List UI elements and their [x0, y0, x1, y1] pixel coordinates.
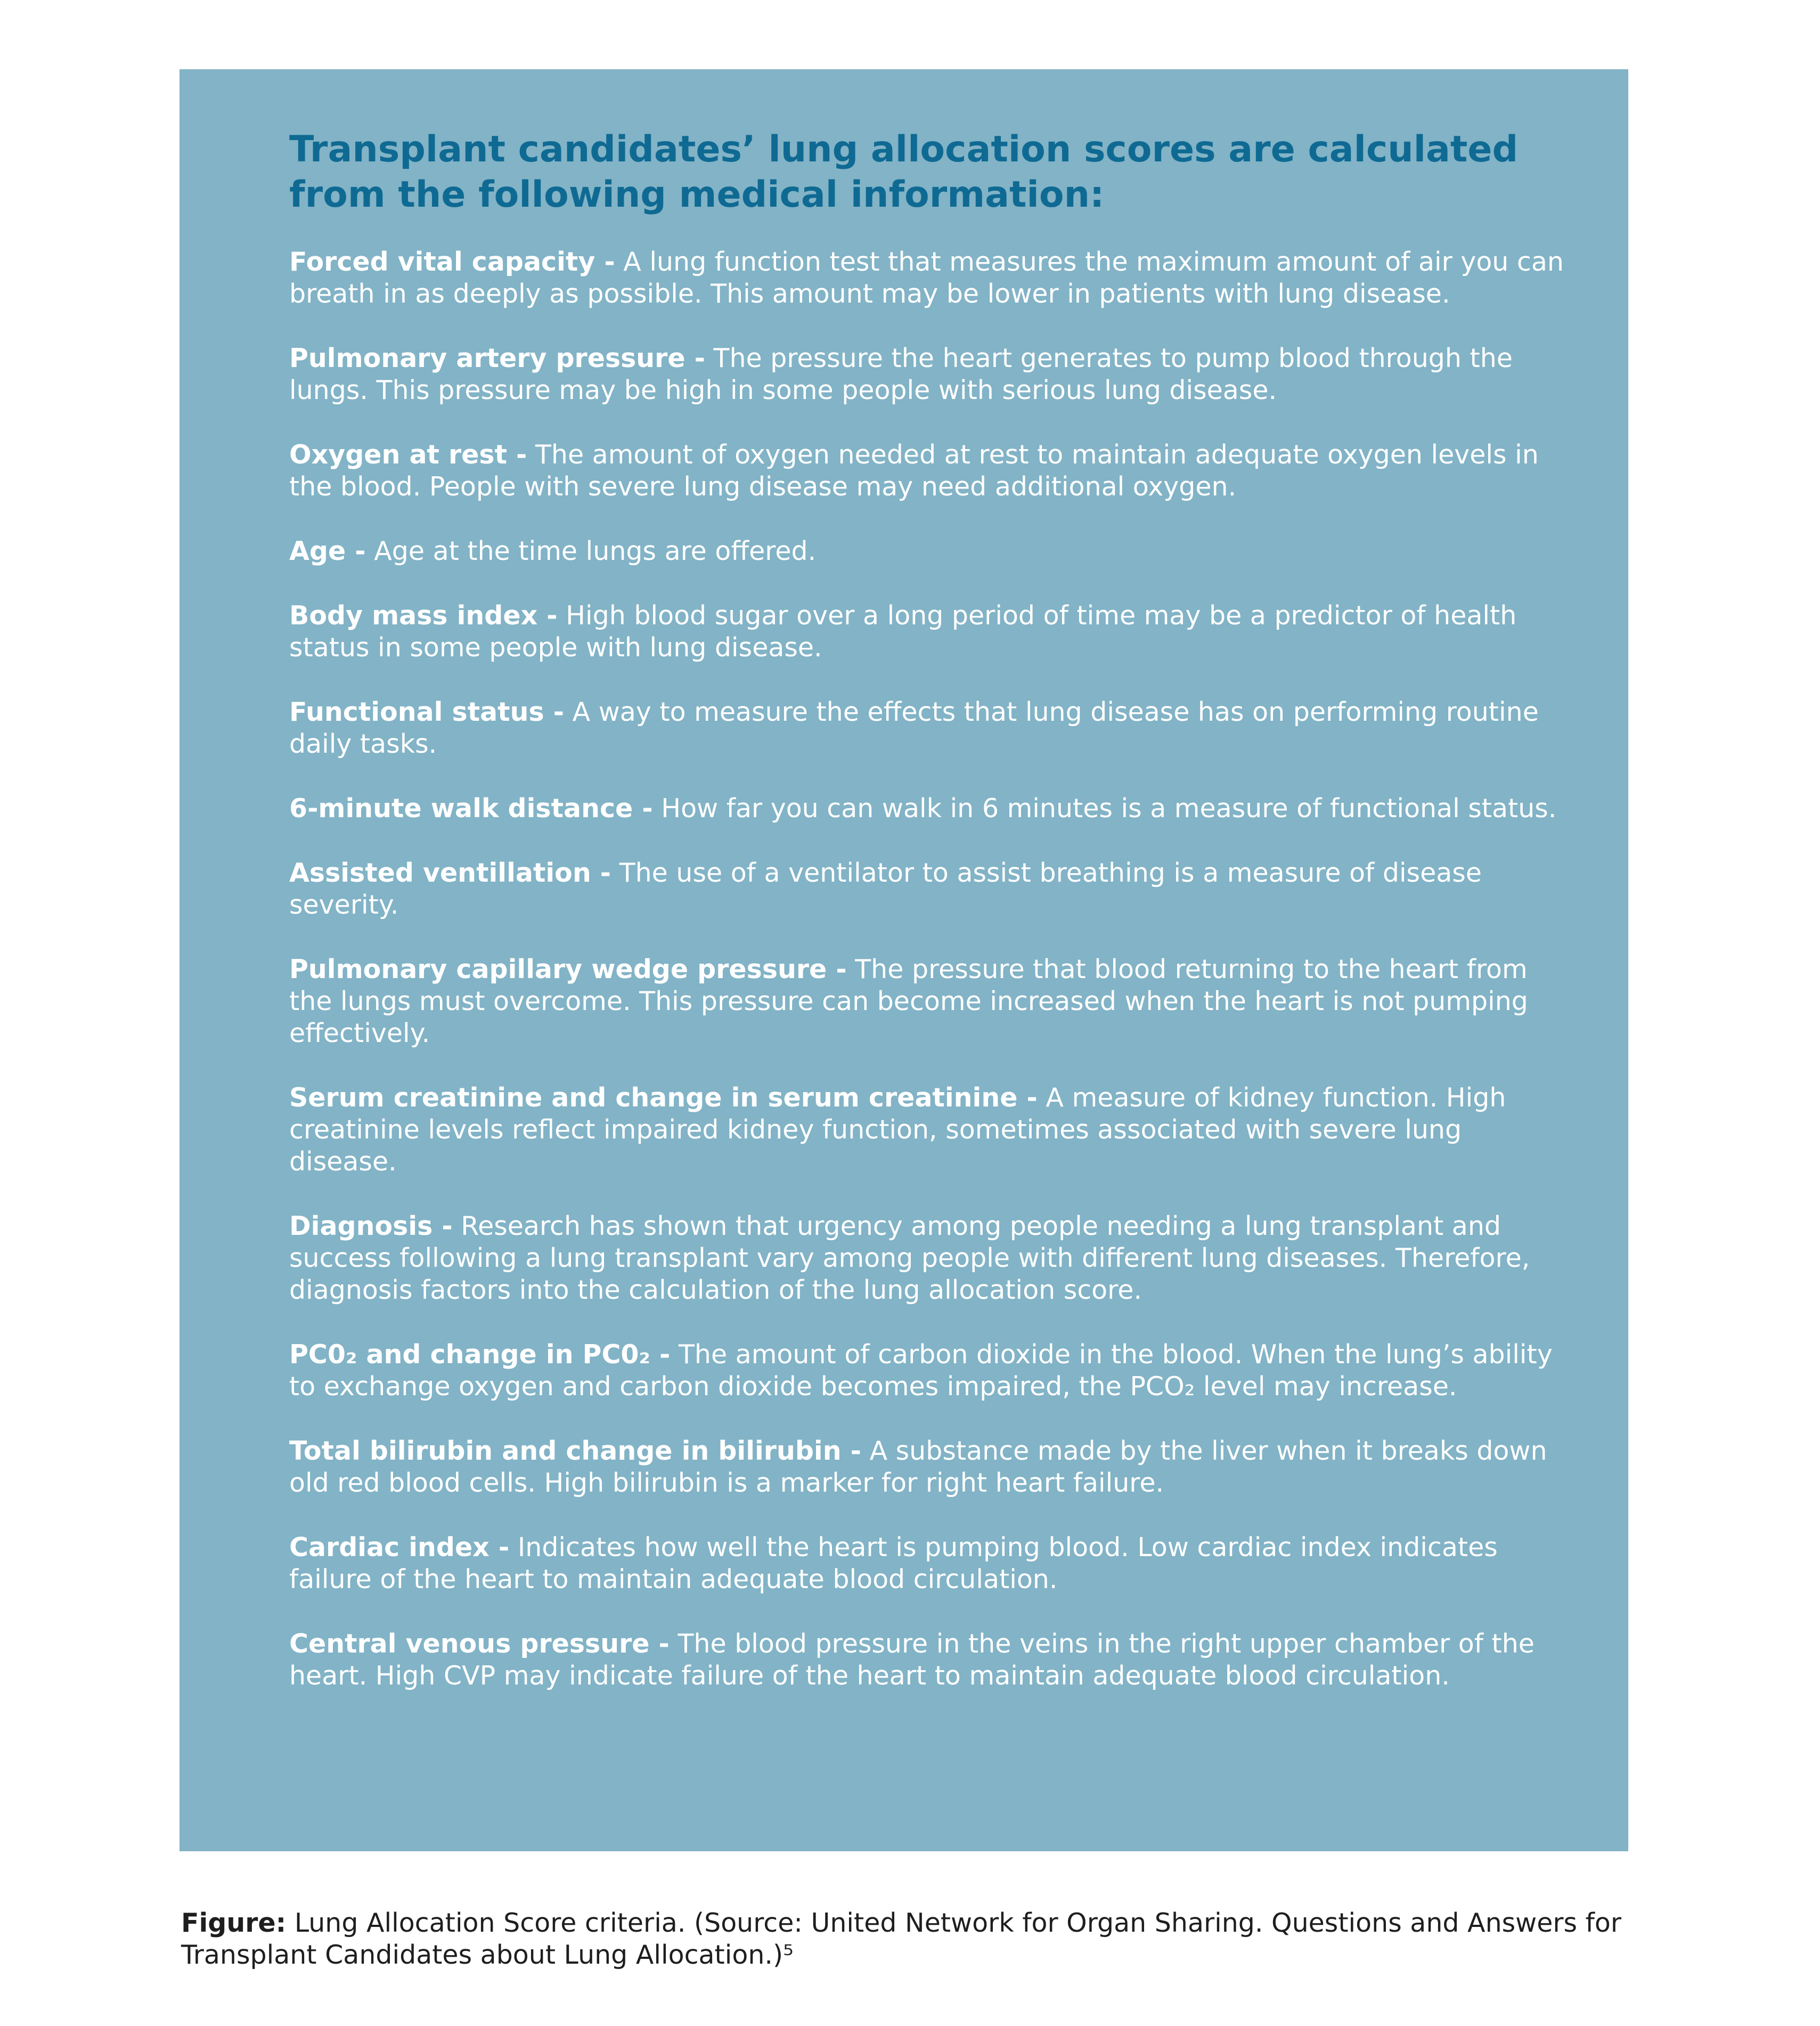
- criterion-term: Pulmonary artery pressure -: [289, 343, 705, 373]
- criterion-term: Functional status -: [289, 697, 565, 727]
- criterion-description: The use of a ventilator to assist breathing is a measure of disease severity.: [289, 858, 1482, 920]
- criterion-term: Age -: [289, 536, 366, 566]
- criterion-description: The pressure the heart generates to pump blood through the lungs. This pressure may be high in some people with serious lung disease.: [289, 343, 1513, 405]
- criterion-term: PC0₂ and change in PC0₂ -: [289, 1339, 671, 1370]
- criterion-description: Research has shown that urgency among people needing a lung transplant and success following a lung transplant vary among people with different lung diseases. Therefore, diagnosis factors into the calculation of the lung allocation score.: [289, 1211, 1530, 1305]
- criterion-term: Cardiac index -: [289, 1532, 510, 1563]
- criterion-term: Diagnosis -: [289, 1211, 453, 1241]
- criterion-description: The amount of oxygen needed at rest to maintain adequate oxygen levels in the blood. People with severe lung disease may need additional oxygen.: [289, 440, 1539, 502]
- criterion-description: A substance made by the liver when it breaks down old red blood cells. High bilirubin is a marker for right heart failure.: [289, 1436, 1547, 1498]
- criterion-term: Oxygen at rest -: [289, 440, 527, 470]
- criterion-term: Central venous pressure -: [289, 1629, 670, 1659]
- panel-heading: Transplant candidates’ lung allocation scores are calculated from the following medical information:: [289, 128, 1519, 216]
- criterion-oxygen-at-rest: [289, 439, 1568, 503]
- criterion-term: Body mass index -: [289, 600, 558, 631]
- criterion-description: High blood sugar over a long period of time may be a predictor of health status in some people with lung disease.: [289, 600, 1517, 663]
- criterion-pco2: [289, 1339, 1568, 1403]
- criterion-pulmonary-capillary-wedge-pressure: [289, 954, 1568, 1049]
- criterion-description: A lung function test that measures the maximum amount of air you can breath in as deeply as possible. This amount may be lower in patients with lung disease.: [289, 247, 1564, 309]
- criterion-term: Serum creatinine and change in serum creatinine -: [289, 1083, 1038, 1113]
- criterion-total-bilirubin: [289, 1435, 1568, 1499]
- criterion-description: The pressure that blood returning to the heart from the lungs must overcome. This pressure can become increased when the heart is not pumping effectively.: [289, 954, 1528, 1048]
- criterion-functional-status: [289, 696, 1568, 760]
- criterion-pulmonary-artery-pressure: [289, 343, 1568, 406]
- criterion-age: [289, 535, 1568, 567]
- criterion-description: The amount of carbon dioxide in the blood. When the lung’s ability to exchange oxygen and carbon dioxide becomes impaired, the PCO₂ level may increase.: [289, 1339, 1553, 1402]
- figure-caption: [181, 1907, 1641, 1971]
- criteria-list: [289, 246, 1568, 1724]
- criterion-term: Pulmonary capillary wedge pressure -: [289, 954, 847, 984]
- criterion-central-venous-pressure: [289, 1628, 1568, 1692]
- criterion-description: A measure of kidney function. High creatinine levels reflect impaired kidney function, sometimes associated with severe lung disease.: [289, 1083, 1506, 1177]
- criterion-description: The blood pressure in the veins in the right upper chamber of the heart. High CVP may indicate failure of the heart to maintain adequate blood circulation.: [289, 1629, 1535, 1691]
- criterion-description: How far you can walk in 6 minutes is a measure of functional status.: [661, 793, 1557, 824]
- criterion-term: Forced vital capacity -: [289, 247, 615, 277]
- criterion-serum-creatinine: [289, 1082, 1568, 1178]
- criterion-description: Indicates how well the heart is pumping blood. Low cardiac index indicates failure of the heart to maintain adequate blood circulation.: [289, 1532, 1498, 1594]
- criterion-term: 6-minute walk distance -: [289, 793, 653, 824]
- criterion-forced-vital-capacity: [289, 246, 1568, 310]
- criterion-body-mass-index: [289, 600, 1568, 664]
- caption-label: Figure:: [181, 1908, 287, 1938]
- caption-text: Lung Allocation Score criteria. (Source: United Network for Organ Sharing. Questions and Answers for Transplant Candidates about Lung Allocation.)⁵: [181, 1908, 1622, 1970]
- criterion-assisted-ventillation: [289, 857, 1568, 921]
- criterion-term: Assisted ventillation -: [289, 858, 611, 888]
- criterion-term: Total bilirubin and change in bilirubin -: [289, 1436, 861, 1466]
- criterion-diagnosis: [289, 1210, 1568, 1306]
- criterion-description: A way to measure the effects that lung disease has on performing routine daily tasks.: [289, 697, 1539, 759]
- criterion-cardiac-index: [289, 1532, 1568, 1596]
- criterion-description: Age at the time lungs are offered.: [374, 536, 817, 566]
- criterion-6-minute-walk-distance: [289, 793, 1568, 825]
